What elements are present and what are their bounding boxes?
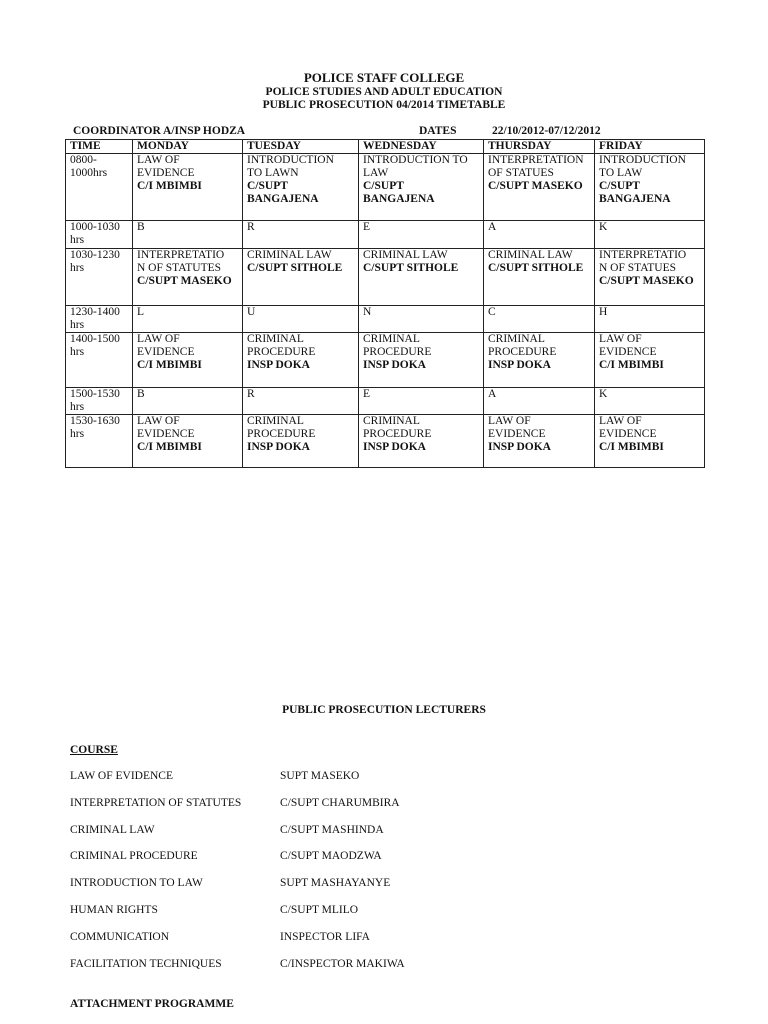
lecturer: C/SUPT BANGAJENA — [247, 180, 319, 205]
timetable-cell — [359, 154, 484, 221]
subject: CRIMINAL PROCEDURE — [363, 333, 432, 358]
document-subtitle-timetable: PUBLIC PROSECUTION 04/2014 TIMETABLE — [262, 99, 506, 111]
timetable-row — [66, 249, 705, 306]
subject: CRIMINAL LAW — [363, 249, 448, 261]
course-name: INTRODUCTION TO LAW — [70, 877, 203, 890]
subject: R — [247, 388, 255, 400]
timetable-cell — [243, 333, 359, 388]
timetable-cell — [595, 306, 705, 333]
course-name: CRIMINAL PROCEDURE — [70, 850, 198, 863]
subject: L — [137, 306, 145, 318]
attachment-heading: ATTACHMENT PROGRAMME — [70, 998, 234, 1010]
subject: INTRODUCTION TO LAW — [363, 154, 468, 179]
lecturer: C/I MBIMBI — [137, 359, 202, 371]
timetable-row — [66, 221, 705, 249]
lecturer: C/I MBIMBI — [599, 441, 664, 453]
time-slot: 1400-1500 hrs — [66, 333, 133, 388]
timetable-cell — [484, 221, 595, 249]
lecturer-name: C/INSPECTOR MAKIWA — [280, 957, 405, 970]
subject: INTERPRETATION OF STATUES — [488, 154, 584, 179]
document-title: POLICE STAFF COLLEGE — [303, 70, 465, 85]
timetable-cell — [243, 154, 359, 221]
column-header-monday: MONDAY — [133, 140, 243, 154]
timetable-cell — [484, 388, 595, 415]
column-header-friday: FRIDAY — [595, 140, 705, 154]
lecturer: C/SUPT SITHOLE — [488, 262, 584, 274]
lecturer: INSP DOKA — [488, 359, 551, 371]
lecturer: INSP DOKA — [247, 359, 310, 371]
lecturer-name: C/SUPT MAODZWA — [280, 850, 382, 863]
subject: CRIMINAL PROCEDURE — [247, 333, 316, 358]
timetable-row — [66, 388, 705, 415]
timetable-cell — [133, 388, 243, 415]
subject: R — [247, 221, 255, 233]
lecturer: C/SUPT SITHOLE — [363, 262, 459, 274]
course-heading: COURSE — [70, 744, 118, 756]
timetable-cell — [359, 333, 484, 388]
timetable-cell — [484, 154, 595, 221]
timetable-cell — [359, 249, 484, 306]
subject: CRIMINAL LAW — [247, 249, 332, 261]
subject: LAW OF EVIDENCE — [137, 333, 195, 358]
timetable-cell — [595, 415, 705, 468]
lecturer-list-item — [70, 904, 359, 916]
timetable-row — [66, 415, 705, 468]
subject: H — [599, 306, 608, 318]
course-name: FACILITATION TECHNIQUES — [70, 957, 222, 970]
subject: U — [247, 306, 256, 318]
subject: CRIMINAL PROCEDURE — [363, 415, 432, 440]
lecturer: C/SUPT BANGAJENA — [363, 180, 435, 205]
subject: LAW OF EVIDENCE — [137, 415, 195, 440]
timetable-cell — [133, 415, 243, 468]
lecturer-name: C/SUPT MASHINDA — [280, 823, 384, 836]
timetable-cell — [484, 306, 595, 333]
column-header-wednesday: WEDNESDAY — [359, 140, 484, 154]
timetable-cell — [359, 306, 484, 333]
subject: INTRODUCTION TO LAWN — [247, 154, 334, 179]
time-slot: 0800- 1000hrs — [66, 154, 133, 221]
lecturer-list-item — [70, 796, 400, 809]
lecturer-list-item — [70, 930, 370, 943]
timetable-cell — [243, 415, 359, 468]
lecturer: INSP DOKA — [488, 441, 551, 453]
subject: CRIMINAL PROCEDURE — [488, 333, 557, 358]
timetable-row — [66, 154, 705, 221]
subject: LAW OF EVIDENCE — [137, 154, 195, 179]
course-name: INTERPRETATION OF STATUTES — [70, 796, 242, 809]
timetable-cell — [595, 154, 705, 221]
lecturer-name: SUPT MASEKO — [280, 770, 360, 782]
timetable-cell — [133, 154, 243, 221]
timetable-cell — [484, 333, 595, 388]
timetable-row — [66, 333, 705, 388]
timetable-row — [66, 306, 705, 333]
course-name: COMMUNICATION — [70, 930, 170, 943]
lecturer: C/SUPT MASEKO — [599, 275, 694, 287]
lecturer: INSP DOKA — [363, 359, 426, 371]
column-header-time: TIME — [66, 140, 133, 154]
timetable-cell — [595, 388, 705, 415]
lecturer-name: SUPT MASHAYANYE — [280, 877, 391, 890]
subject: B — [137, 221, 145, 233]
lecturer: INSP DOKA — [363, 441, 426, 453]
timetable-cell — [595, 249, 705, 306]
subject: LAW OF EVIDENCE — [599, 415, 657, 440]
timetable-cell — [133, 221, 243, 249]
subject: INTERPRETATIO N OF STATUTES — [137, 249, 225, 274]
subject: A — [488, 388, 497, 400]
course-name: CRIMINAL LAW — [70, 823, 155, 836]
lecturer-list-item — [70, 770, 360, 782]
lecturer: C/SUPT BANGAJENA — [599, 180, 671, 205]
dates-value: 22/10/2012-07/12/2012 — [492, 125, 601, 137]
subject: INTERPRETATIO N OF STATUES — [599, 249, 687, 274]
subject: LAW OF EVIDENCE — [599, 333, 657, 358]
timetable-cell — [484, 249, 595, 306]
subject: K — [599, 221, 608, 233]
timetable-cell — [133, 306, 243, 333]
timetable-cell — [359, 221, 484, 249]
lecturer-name: INSPECTOR LIFA — [280, 930, 370, 943]
lecturer: C/SUPT SITHOLE — [247, 262, 343, 274]
document-subtitle-department: POLICE STUDIES AND ADULT EDUCATION — [265, 86, 503, 98]
lecturers-title: PUBLIC PROSECUTION LECTURERS — [282, 704, 486, 716]
subject: E — [363, 221, 371, 233]
column-header-thursday: THURSDAY — [484, 140, 595, 154]
column-header-tuesday: TUESDAY — [243, 140, 359, 154]
course-name: HUMAN RIGHTS — [70, 904, 158, 916]
subject: INTRODUCTION TO LAW — [599, 154, 686, 179]
lecturer: C/I MBIMBI — [137, 441, 202, 453]
subject: E — [363, 388, 371, 400]
timetable-cell — [595, 333, 705, 388]
time-slot: 1030-1230 hrs — [66, 249, 133, 306]
lecturer-list-item — [70, 850, 382, 863]
timetable-cell — [243, 221, 359, 249]
subject: B — [137, 388, 145, 400]
timetable-cell — [595, 221, 705, 249]
course-name: LAW OF EVIDENCE — [70, 770, 173, 782]
time-slot: 1530-1630 hrs — [66, 415, 133, 468]
lecturer-list-item — [70, 823, 384, 836]
lecturer-name: C/SUPT MLILO — [280, 904, 359, 916]
timetable-cell — [243, 249, 359, 306]
lecturer: C/SUPT MASEKO — [488, 180, 583, 192]
time-slot: 1500-1530 hrs — [66, 388, 133, 415]
timetable — [65, 139, 705, 468]
coordinator-label: COORDINATOR A/INSP HODZA — [73, 125, 246, 137]
timetable-cell — [359, 415, 484, 468]
timetable-cell — [133, 333, 243, 388]
timetable-cell — [243, 388, 359, 415]
timetable-cell — [484, 415, 595, 468]
lecturer: INSP DOKA — [247, 441, 310, 453]
subject: CRIMINAL PROCEDURE — [247, 415, 316, 440]
subject: CRIMINAL LAW — [488, 249, 573, 261]
time-slot: 1230-1400 hrs — [66, 306, 133, 333]
time-slot: 1000-1030 hrs — [66, 221, 133, 249]
timetable-header-row — [66, 140, 705, 154]
subject: K — [599, 388, 608, 400]
lecturer: C/I MBIMBI — [599, 359, 664, 371]
lecturer: C/I MBIMBI — [137, 180, 202, 192]
subject: N — [363, 306, 372, 318]
subject: LAW OF EVIDENCE — [488, 415, 546, 440]
lecturer-list-item — [70, 957, 405, 970]
timetable-cell — [133, 249, 243, 306]
lecturer: C/SUPT MASEKO — [137, 275, 232, 287]
timetable-cell — [243, 306, 359, 333]
lecturer-name: C/SUPT CHARUMBIRA — [280, 796, 400, 809]
timetable-cell — [359, 388, 484, 415]
lecturer-list-item — [70, 877, 391, 890]
dates-label: DATES — [419, 125, 457, 137]
subject: A — [488, 221, 497, 233]
subject: C — [488, 306, 496, 318]
